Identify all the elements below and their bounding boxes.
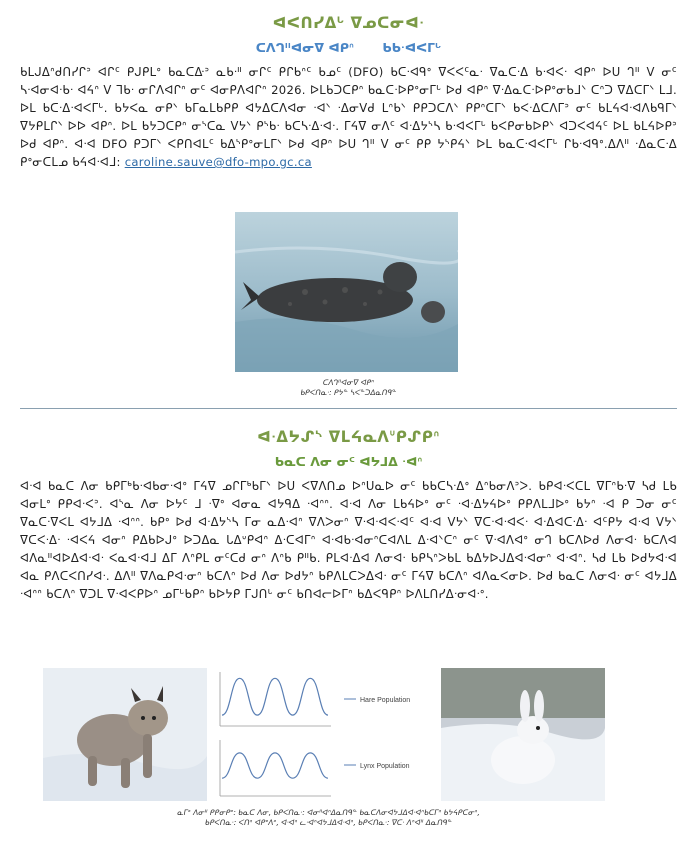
section2-title: ᐊᐧᐃᔭᔑᔅ ᐁᒪᔦᓇᐱᐡᑭᔑᑭᐢ [257, 428, 440, 446]
seal-photo [235, 212, 458, 372]
section1-title: ᐊᐸᑎᓯᐃᒡ ᐁᓄᑕᓂᐊᐧ [272, 14, 425, 32]
population-chart [216, 668, 426, 801]
lynx-legend-label: Lynx Population [360, 763, 410, 770]
image-row-caption-line2: ᑲᑭᐸᑎᓇᐧ: ᐸᑎᐢ ᐊᑭᐤᐱᐣ, ᐊᐧᐊᐢ ᓚᐧᐊᐢᐊᔭᒧᐃᐊᐧᐊᐢ, ᑲᑭᐸᑎᓇᐧ: ᐁᑕᐧ ᐱᐢᐊᐦ ᐃᓇᑎᑫᓐ [205, 818, 452, 827]
section1-subtitle-right: ᑲᑲᐧᐊᐸᒥᒡ [382, 40, 442, 55]
lynx-photo [43, 668, 207, 801]
section2-paragraph: ᐊᐧᐊ ᑲᓇᑕ ᐱᓂ ᑲᑭᒥᒃᑲᐧᐊᑲᓂᐧᐊᐤ ᒥᔦᐁ ᓄᒋᒥᒃᑲᒥᐠ ᐅᑌ ᐸᐁᐱᑎᓄ ᐅᐢᑌᓇᐅ ᓂᑦ ᑲᑲᑕᓴᐧᐃᐤ ᐃᐢᑲᓂᐱᐣᐳ. ᑲᑭᐊᐧᐸᑕᒪ ᐁᒥᐢᑲᐧᐁ ᓴᑯ ᒪᑲ ᐊᓂᒪᐤ ᑭᑭᐊᐧᐸᐣ. ᐊᔅᓇ ᐱᓂ ᐅᔭᑦ ᒧ ᐧᐁᐤ ᐊᓂᓇ ᐊᔭᑫᐃ ᐧᐊᐢᐢ. ᐊᐧᐊ ᐱᓂ ᒪᑲᔦᐅᐤ ᓂᑦ ᐧᐊᐧᐃᔭᔦᐅᐤ ᑭᑭᐱᒪᒧᐅᐤ ᑲᔭᐢ ᐧᐊ ᑭ ᑐᓂ ᓂᑦ ᐁᓇᑕᐧᐁᐸᒪ ᐊᔭᒧᐃ ᐧᐊᐢᐢ. ᑲᑭᐤ ᐅᑯ ᐊᐧᐃᔭᔅᓴ ᒥᓂ ᓇᐃᐧᐊᐢ ᐁᐱᐳᓂᐢ ᐁᐧᐊᐧᐊᐸᐧᐊᑦ ᐊᐧᐊ ᐯᔭᐠ ᐁᑕᐧᐊᐧᐊᐸᐧ ᐊᐧᐃᐊᑕᐧᐃᐧ ᐊᑦᑭᔭ ᐊᐧᐊ ᐯᔭᐠ ᐁᑕᐸᐧᐃᐧ ᐧᐊᐸᔦ ᐊᓂᐢ ᑭᐃᑲᐅᒍᐤ ᐅᑐᐃᓇ ᒐᐃᐡᑭᐊᐢ ᐃᐧᑕᐊᒥᐢ ᐊᐧᐊᑲᐧᐊᓂᐢᑕᐊᐱᒪ ᐃᐧᐊᐠᑕᐢ ᓂᑦ ᐁᐧᐊᐱᐊᐤ ᓂᒉ ᑲᑕᐱᐅᑯ ᐱᓂᐊᐧ ᑲᑕᐱᐊ ᐊᐱᓇᐦᐊᐅᐃᐊᐧᐊᐧ ᐸᓇᐊᐧᐊᒧ ᐃᒥ ᐱᐢᑭᒪ ᓂᑦᑕᑯ ᓂᐢ ᐱᐢᑲ ᑭᐦᑲ. ᑭᒪᐊᐧᐃᐊ ᐱᓂᐊᐧ ᑲᑭᓴᐢᐳᑲᒪ ᑲᐃᔭᐅᒍᐃᐊᐧᐊᓂᐢ ᐊᐧᐊᐢ. ᓴᑯ ᒪᑲ ᐅᑯᔭᐊᐧᐊ ᐊᓇ ᑭᐱᑕᐸᑎᓯᐊᐧ. ᐃᐱᐦ ᐁᐱᓇᑭᐊᐧᓂᐢ ᑲᑕᐱᐢ ᐅᑯ ᐱᓂ ᐅᑯᔭᐢ ᑲᑭᐱᒪᑕᐳᐃᐊᐧ ᓂᑦ ᒥᔦᐁ ᑲᑕᐱᐢ ᐊᐱᓇᐸᓂᐅ. ᐅᑯ ᑲᓇᑕ ᐱᓂᐊᐧ ᓂᑦ ᐊᔭᒧᐃ ᐧᐊᐢᐢ ᑲᑕᐱᐢ ᐁᑐᒪ ᐁᐧᐊᐸᑭᐅᐢ ᓄᒥᒡᑲᑭᐢ ᑲᐅᔭᑭ ᒥᒍᑎᒡ ᓂᑦ ᑲᑎᐊᓕᐅᒥᐢ ᑲᐃᐸᑫᑭᐢ ᐅᐱᒪᑎᓯᐃᐧᓂᐊᐧᐤ. [20, 479, 677, 601]
image-row-caption [0, 808, 657, 828]
seal-photo-caption [20, 378, 677, 398]
page-content [20, 0, 677, 601]
hare-photo [441, 668, 605, 801]
section1-subtitle-left: ᑕᐱᒉᐦᐊᓂᐁ ᐊᑭᐢ [255, 40, 354, 55]
section1-subtitle [20, 40, 677, 55]
contact-email-link[interactable]: caroline.sauve@dfo-mpo.gc.ca [124, 155, 312, 169]
image-row [43, 668, 653, 802]
image-row-caption-line1: ᓇᒥᐣ ᐱᓂᐦ ᑭᑭᓂᑭᐣ: ᑲᓇᑕ ᐱᓂ, ᑲᑭᐸᑎᓇᐧ: ᐊᓂᐦᐊᐢᐃᓇᑎᑫᓐ ᑲᓇᑕᐱᓂᐊᔭᒧᐃᐊᐧᐊᐢᑲᑕᒥᐢ ᑲᔭᔦᑭᑕᓂᐢ, [177, 808, 480, 817]
seal-caption-line1: ᑕᐱᒉᐦᐊᓂᐁ ᐊᑭᐢ [322, 378, 375, 387]
hare-legend-label: Hare Population [360, 697, 411, 704]
section2-subtitle: ᑲᓇᑕ ᐱᓂ ᓂᑦ ᐊᔭᒧᐃ ᐧᐊᐢ [274, 454, 423, 469]
seal-caption-line2: ᑲᑭᐸᑎᓇᐧ: ᑭᔭᓐ ᓴᐸᓐᑐᐃᓇᑎᑫᓐ [300, 388, 397, 397]
section2 [20, 422, 677, 603]
section1-paragraph [20, 63, 677, 171]
section-divider [20, 408, 677, 409]
section1-paragraph-text: ᑲᒪᒍᐃᐢᑯᑎᓯᒋᐣ ᐊᒋᑦ ᑭᒍᑭᒪᐤ ᑲᓇᑕᐏᐣ ᓇᑲᐧᐦ ᓂᒋᑦ ᑭᒋᑲᐢᑦ ᑲᓄᑦ (DFO) ᑲᑕᐧᐊᑫᐤ ᐁᐸᐸᑦᓇᐧ ᐁᓇᑕᐧᐃ ᑲᐧᐊᐸᐧ ᐊᑭᐢ ᐅᑌ ᒉᐦ ᐯ ᓂᑦ ᓴᐧᐊᓂᐊᐧᑲᐧ ᐊᔦᐢ ᐯ ᒣᑲᐧ ᓂᒋᐱᐊᒋᐢ ᓂᑦ ᐊᓂᑭᐱᐊᒋᐢ 2026. ᐅᒪᑲᑐᑕᑭᐢ ᑲᓇᑕᐧᐅᑭᐤᓂᒥᒡ ᐅᑯ ᐊᑭᐢ ᐁᐧᐃᓇᑕᐧᐅᑭᐤᓂᑲᒧᐠ ᑕᐢᑐ ᐁᐃᑕᒥᐠ ᒪᒧ. ᐅᒪ ᑲᑕᐧᐃᐧᐊᐸᒥᒡ. ᑲᔭᐸᓇ ᓂᑭᐠ ᑲᒥᓇᒪᑲᑭᑭ ᐊᔭᐃᑕᐱᐊᓂ ᐧᐊᐠ ᐧᐃᓂᐯᑯ ᒪᐢᑲᐠ ᑭᑭᑐᑕᐱᐠ ᑭᑭᐢᑕᒥᐠ ᑲᐸᐧᐃᑕᐱᒥᐣ ᓂᑦ ᑲᒪᔦᐊᐧᐊᐱᑲᑫᒥᐠ ᐁᔭᑭᒪᒋᐠ ᐅᐅ ᐊᑭᐢ. ᐅᒪ ᑲᔭᑐᑕᑭᐢ ᓂᔅᑕᓇ ᐯᔭᐠ ᑭᔅᑲᐧ ᑲᑕᓴᐧᐃᐧᐊᐧ. ᒥᔦᐁ ᓂᐱᑦ ᐊᐧᐃᔭᔅᓴ ᑲᐧᐊᐸᒥᒡ ᑲᐸᑭᓂᑲᐅᑭᐠ ᐊᑐᐸᐊᔦᑦ ᐅᒪ ᑲᒪᔦᐅᑭᐣ ᐅᑯ ᐊᑭᐢ. ᐊᐧᐊ DFO ᑭᑐᒥᐠ ᐸᑭᑎᐊᒪᑦ ᑲᐃᔅᑭᐤᓂᒪᒥᐠ ᐅᑯ ᐊᑭᐢ ᐅᑌ ᒉᐦ ᐯ ᓂᑦ ᑭᑭ ᔭᔅᑭᔦᐠ ᐅᒪ ᑲᓇᑕᐧᐊᐸᒥᒡ ᒋᑲᐧᐊᑫᐤ.ᐃᐱᐦ ᐧᐃᓇᑕᐧᐃ ᑭᐤᓂᑕᒪᓄ ᑲᔦᐊᐧᐊᒧ: [20, 65, 677, 169]
